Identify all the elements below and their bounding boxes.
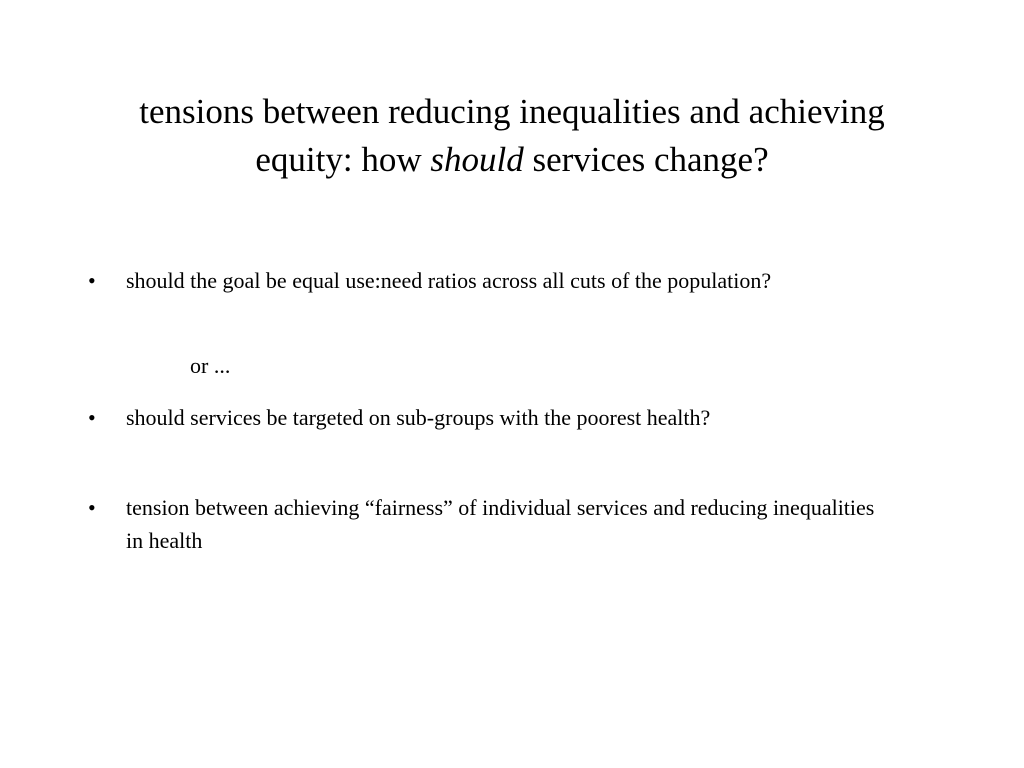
title-emphasis: should — [430, 140, 524, 179]
bullet-dot: • — [88, 405, 96, 430]
bullet-text: tension between achieving “fairness” of individual services and reducing inequalities in health — [126, 495, 875, 553]
bullet-text: should the goal be equal use:need ratios across all cuts of the population? — [126, 268, 772, 293]
bullet-item-1 — [88, 264, 888, 297]
bullet-text: should services be targeted on sub-groups with the poorest health? — [126, 405, 711, 430]
title-line-2-start: equity: how — [255, 140, 431, 179]
bullet-dot: • — [88, 268, 96, 293]
or-connector: or ... — [190, 353, 231, 378]
title-line-1: tensions between reducing inequalities and achieving — [139, 92, 885, 131]
bullet-item-3 — [88, 491, 888, 557]
bullet-item-2 — [88, 401, 888, 434]
bullet-dot: • — [88, 495, 96, 520]
title-line-2-end: services change? — [523, 140, 769, 179]
